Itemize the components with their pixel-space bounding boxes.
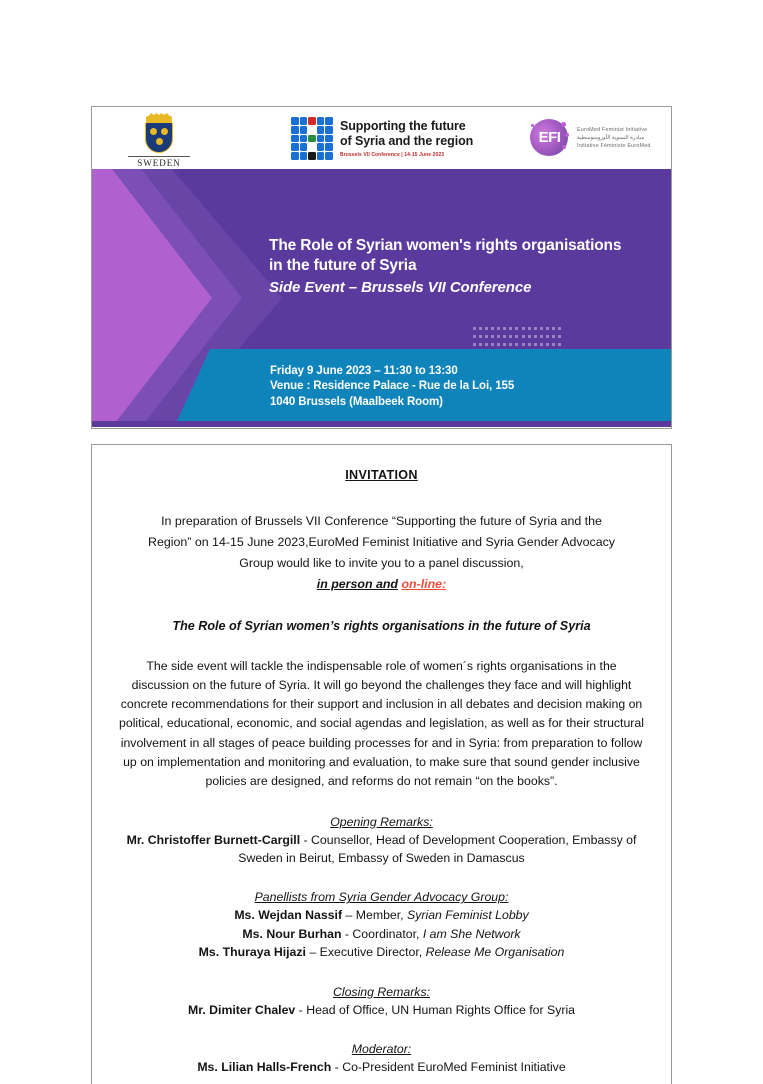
decorative-dot	[503, 327, 506, 330]
decorative-dot	[540, 343, 543, 346]
decorative-dot	[528, 327, 531, 330]
invitation-heading: INVITATION	[345, 468, 418, 482]
supporting-logo-line3: Brussels VII Conference | 14-15 June 2023	[340, 152, 445, 158]
speaker-role: Executive Director,	[319, 945, 426, 960]
decorative-dot	[485, 327, 488, 330]
decorative-dot	[503, 335, 506, 338]
decorative-dot	[534, 343, 537, 346]
decorative-dot	[546, 335, 549, 338]
speaker-name: Ms. Lilian Halls-French	[197, 1060, 332, 1075]
shield-icon	[145, 122, 173, 153]
invitation-body-box	[91, 444, 672, 1084]
sweden-government-logo	[116, 113, 202, 170]
speaker-role: Head of Office, UN Human Rights Office for Syria	[306, 1002, 576, 1017]
decorative-dot	[509, 343, 512, 346]
crown-icon	[146, 113, 172, 122]
programme-entry: Ms. Nour Burhan - Coordinator, I am She Network	[242, 926, 521, 941]
supporting-future-syria-logo	[291, 117, 473, 160]
decorative-dot	[497, 343, 500, 346]
online-link[interactable]: on-line:	[401, 576, 447, 591]
banner-title-line2: in the future of Syria	[269, 257, 417, 274]
speaker-organisation: Syrian Feminist Lobby	[407, 908, 529, 923]
programme-entry: Ms. Wejdan Nassif – Member, Syrian Feminist Lobby	[234, 908, 529, 923]
decorative-dot	[552, 343, 555, 346]
decorative-dot	[522, 335, 525, 338]
decorative-dot	[491, 343, 494, 346]
decorative-dot	[558, 327, 561, 330]
invitation-intro-paragraph	[146, 511, 617, 595]
decorative-dot	[558, 343, 561, 346]
programme-entry: Mr. Christoffer Burnett-Cargill - Counsellor, Head of Development Cooperation, Embassy of Sweden in Beirut, Embassy of Sweden in Damascus	[126, 832, 637, 866]
decorative-dot	[552, 335, 555, 338]
speaker-name: Mr. Dimiter Chalev	[187, 1002, 296, 1017]
decorative-dot	[503, 343, 506, 346]
programme-entry: Ms. Thuraya Hijazi – Executive Director, Release Me Organisation	[198, 945, 565, 960]
efi-mark-icon	[529, 117, 570, 158]
event-address: 1040 Brussels (Maalbeek Room)	[270, 395, 443, 408]
speaker-organisation: Release Me Organisation	[425, 945, 565, 960]
speaker-organisation: I am She Network	[422, 926, 521, 941]
decorative-dot	[515, 327, 518, 330]
banner-title-line1: The Role of Syrian women's rights organisations	[269, 237, 622, 254]
decorative-dot	[552, 327, 555, 330]
speaker-name: Ms. Wejdan Nassif	[234, 908, 343, 923]
decorative-dot	[515, 343, 518, 346]
speaker-role: Counsellor, Head of Development Cooperation, Embassy of Sweden in Beirut, Embassy of Sweden in Damascus	[238, 832, 637, 866]
efi-line2: مبادرة النسوية الأورومتوسطية	[577, 134, 645, 141]
programme-section-label: Closing Remarks:	[332, 984, 431, 999]
programme-section-label: Moderator:	[351, 1042, 412, 1057]
decorative-dot	[522, 327, 525, 330]
decorative-dot	[479, 335, 482, 338]
decorative-dot	[509, 335, 512, 338]
efi-line3: Initiative Féministe EuroMed	[577, 142, 651, 149]
decorative-dot	[479, 343, 482, 346]
decorative-dot	[546, 343, 549, 346]
divider	[128, 156, 190, 157]
speaker-role: Coordinator,	[352, 926, 423, 941]
speaker-role: Co-President EuroMed Feminist Initiative	[342, 1060, 566, 1075]
logo-strip	[92, 107, 671, 169]
decorative-dot	[528, 343, 531, 346]
speaker-name: Ms. Nour Burhan	[242, 926, 342, 941]
header-banner-box	[91, 106, 672, 429]
decorative-dot	[473, 335, 476, 338]
decorative-dot	[546, 327, 549, 330]
event-headline: The Role of Syrian women’s rights organisations in the future of Syria	[172, 618, 591, 633]
efi-line1: EuroMed Feminist Initiative	[577, 126, 648, 133]
programme-section	[112, 1040, 651, 1076]
programme-section-label: Opening Remarks:	[330, 814, 433, 829]
decorative-dot	[473, 343, 476, 346]
programme-section	[112, 983, 651, 1019]
decorative-dot	[491, 335, 494, 338]
programme-list	[112, 813, 651, 1077]
programme-entry: Mr. Dimiter Chalev - Head of Office, UN Human Rights Office for Syria	[187, 1002, 576, 1017]
programme-section-label: Panellists from Syria Gender Advocacy Group:	[254, 890, 509, 905]
decorative-dot	[473, 327, 476, 330]
decorative-dot	[479, 327, 482, 330]
decorative-dot	[509, 327, 512, 330]
decorative-dot	[534, 335, 537, 338]
decorative-dot	[540, 327, 543, 330]
decorative-dot	[497, 335, 500, 338]
banner-bottom-strip	[92, 421, 671, 427]
efi-monogram: EFI	[538, 129, 561, 146]
decorative-dot	[491, 327, 494, 330]
banner-subtitle: Side Event – Brussels VII Conference	[269, 279, 532, 296]
dot-grid-icon	[291, 117, 333, 160]
decorative-dot	[497, 327, 500, 330]
decorative-dot	[534, 327, 537, 330]
event-details-text	[270, 364, 514, 411]
decorative-dot	[540, 335, 543, 338]
speaker-name: Ms. Thuraya Hijazi	[198, 945, 306, 960]
invitation-intro-text: In preparation of Brussels VII Conference “Supporting the future of Syria and the Region” on 14-15 June 2023,EuroMed Feminist Initiative and Syria Gender Advocacy Group would like to invite you to a panel discussion,	[148, 513, 615, 570]
decorative-dot	[485, 335, 488, 338]
decorative-dot	[558, 335, 561, 338]
programme-section	[112, 888, 651, 961]
euromed-feminist-initiative-logo	[529, 117, 651, 158]
speaker-name: Mr. Christoffer Burnett-Cargill	[126, 832, 301, 847]
banner-title-block	[269, 236, 659, 299]
decorative-dot	[522, 343, 525, 346]
supporting-logo-line1: Supporting the future	[340, 119, 466, 133]
event-venue: Venue : Residence Palace - Rue de la Loi, 155	[270, 380, 515, 392]
sweden-wordmark: SWEDEN	[137, 158, 181, 168]
event-banner	[92, 169, 671, 427]
event-datetime: Friday 9 June 2023 – 11:30 to 13:30	[270, 364, 458, 377]
event-description-paragraph: The side event will tackle the indispensable role of women´s rights organisations in the discussion on the future of Syria. It will go beyond the challenges they face and will highlight concrete recommendations for their support and inclusion in all debates and decision making on political, educational, economic, and social agendas and legislation, as well as for their structural involvement in all stages of peace building processes for and in Syria: from preparation to follow up on implementation and monitoring and evaluation, to make sure that sound gender inclusive policies are designed, and reforms do not remain “on the books”.	[119, 658, 644, 789]
invitation-intro-emphasis: in person and	[316, 576, 399, 591]
decorative-dot	[515, 335, 518, 338]
decorative-dot	[485, 343, 488, 346]
supporting-logo-line2: of Syria and the region	[340, 134, 474, 148]
programme-entry: Ms. Lilian Halls-French - Co-President EuroMed Feminist Initiative	[197, 1060, 566, 1075]
decorative-dot	[528, 335, 531, 338]
programme-section	[112, 813, 651, 868]
speaker-role: Member,	[355, 908, 408, 923]
